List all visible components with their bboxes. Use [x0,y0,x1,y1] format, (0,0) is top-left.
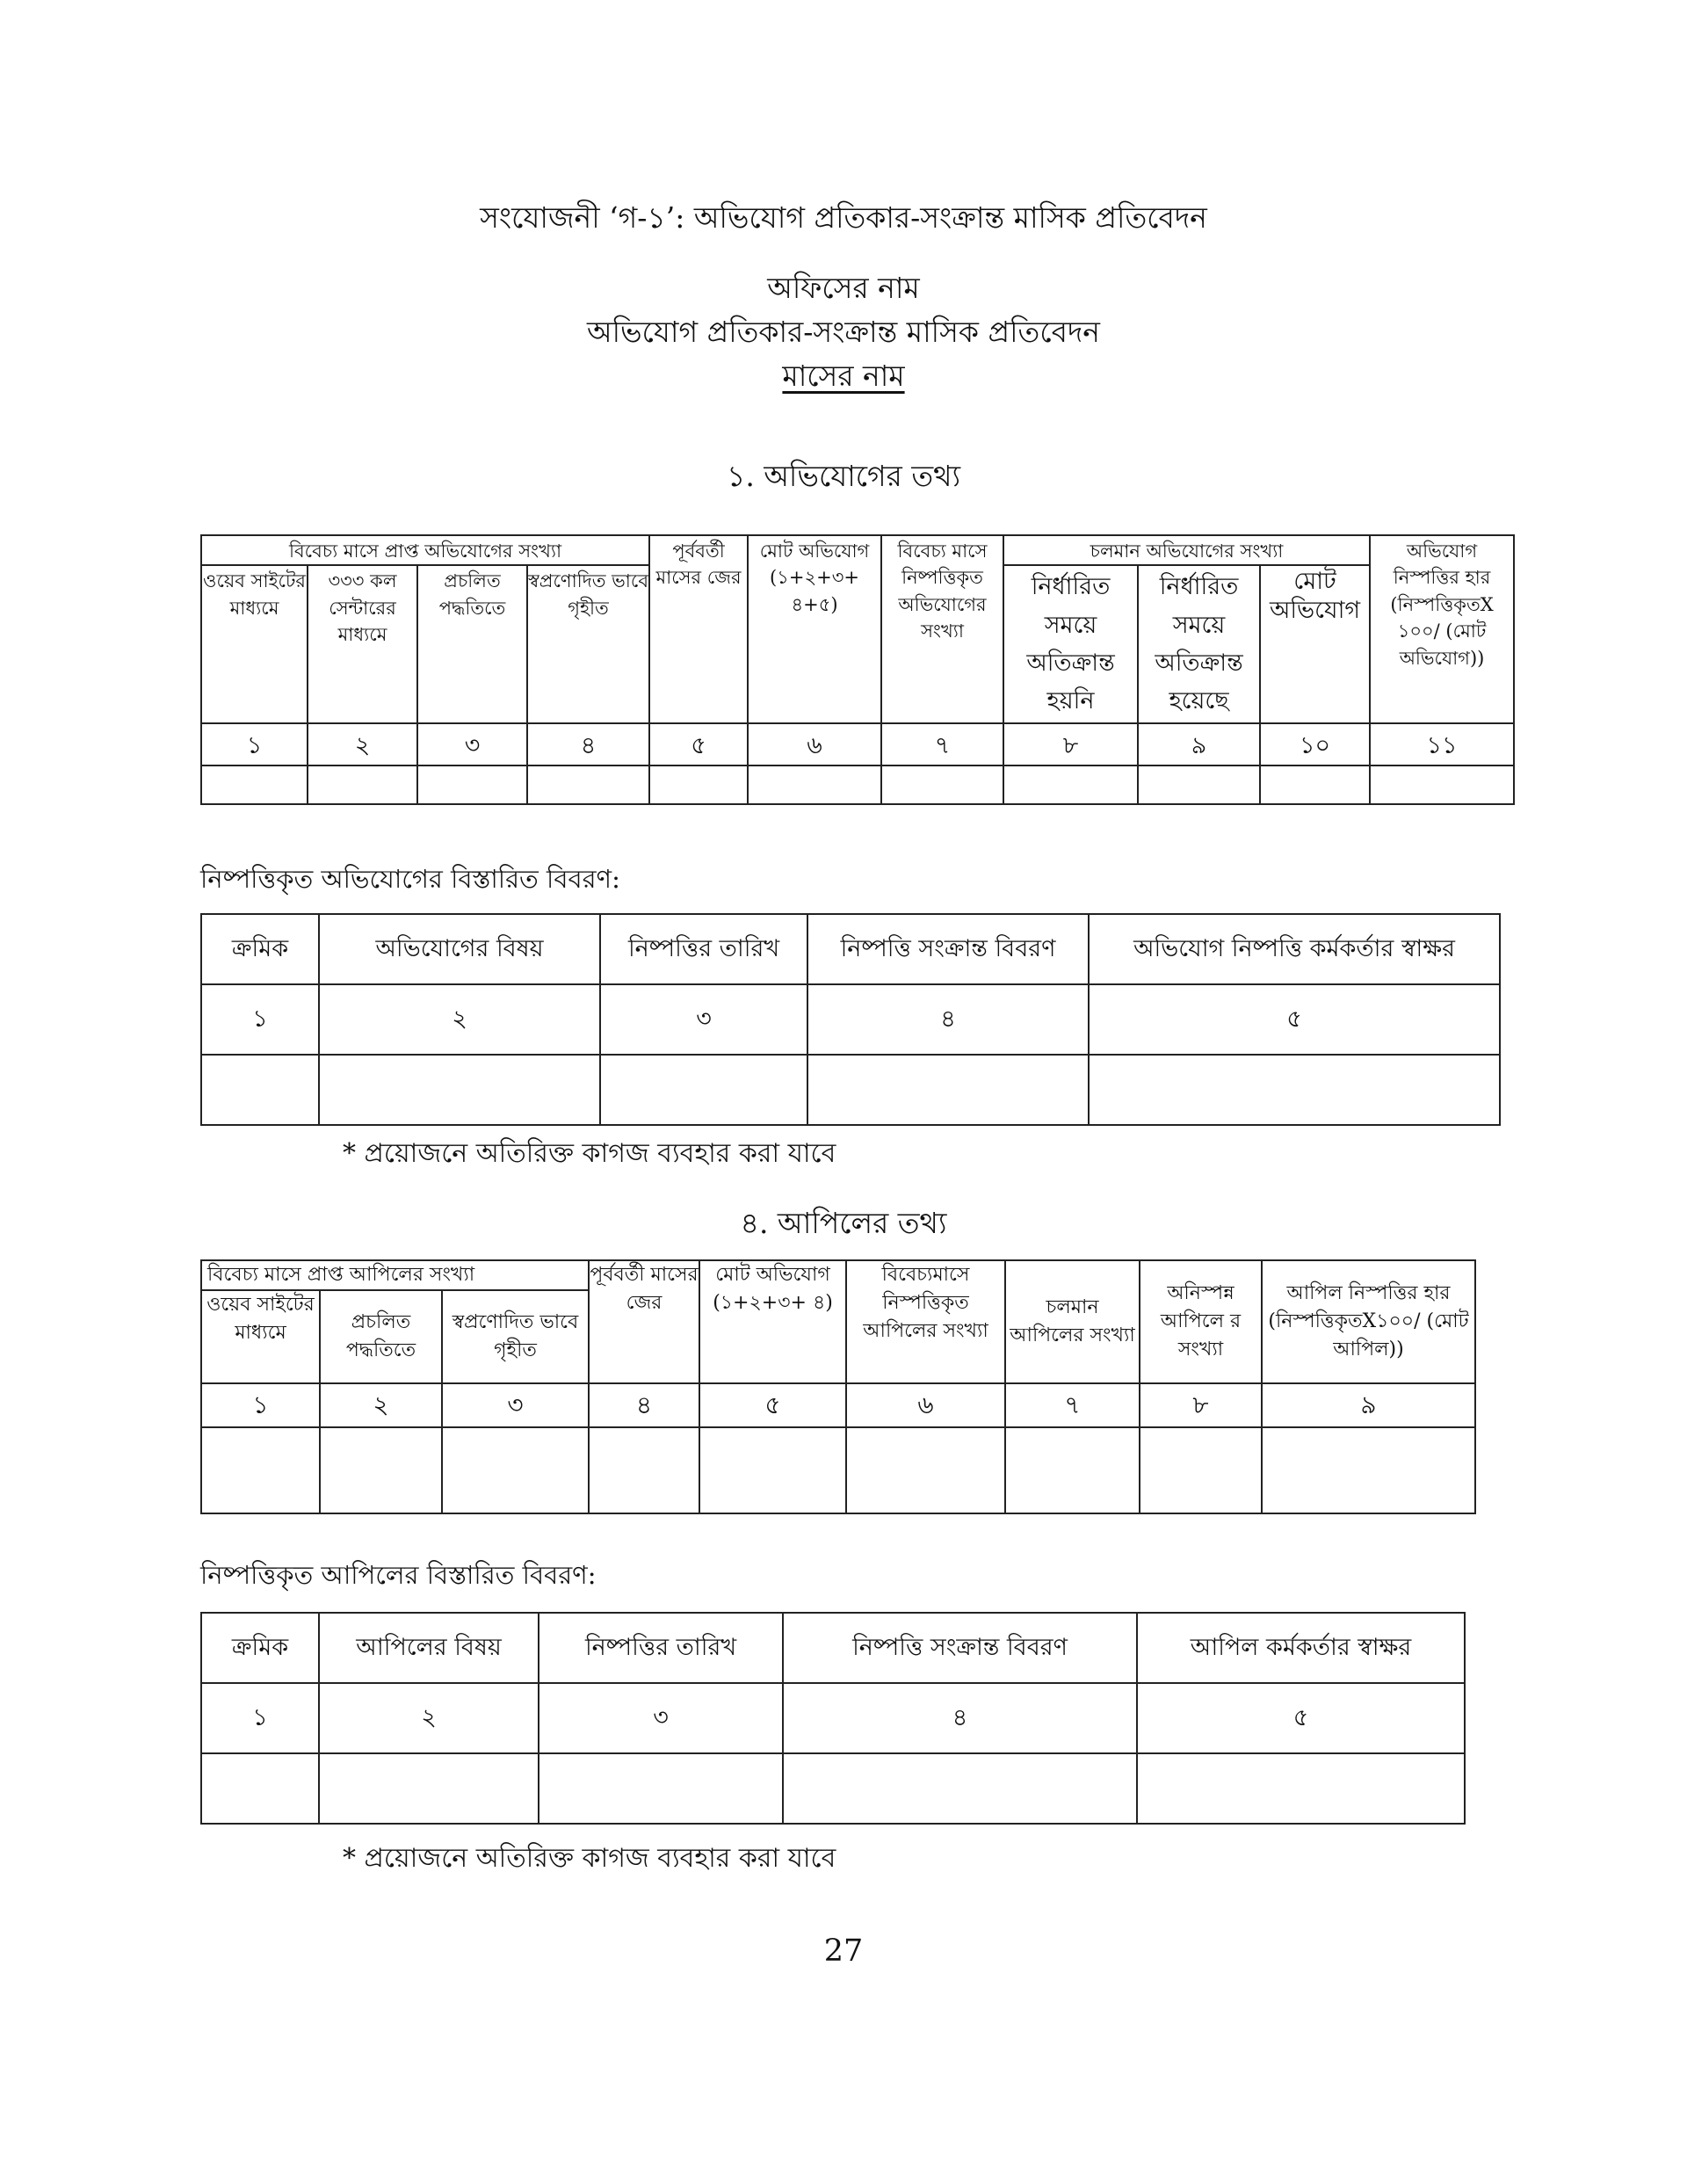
col-number: ৭ [1005,1383,1140,1427]
col-number: ৮ [1003,723,1138,765]
header-suomoto: স্বপ্রণোদিত ভাবে গৃহীত [442,1290,589,1383]
appeal-summary-table [200,1259,1476,1514]
blank-cell[interactable] [319,1753,539,1824]
blank-cell[interactable] [1140,1427,1262,1513]
blank-cell[interactable] [846,1427,1005,1513]
extra-paper-note: * প্রয়োজনে অতিরিক্ত কাগজ ব্যবহার করা যাবে [343,1843,836,1874]
appeal-detail-label: নিষ্পত্তিকৃত আপিলের বিস্তারিত বিবরণ: [200,1560,597,1590]
document-title: সংযোজনী ‘গ-১’: অভিযোগ প্রতিকার-সংক্রান্ত মাসিক প্রতিবেদন [480,200,1207,235]
blank-cell[interactable] [201,765,308,804]
blank-cell[interactable] [320,1427,442,1513]
header-suomoto: স্বপ্রণোদিত ভাবে গৃহীত [527,565,649,723]
col-number: ২ [319,984,600,1055]
col-number: ১ [201,984,319,1055]
header-serial: ক্রমিক [201,1613,319,1683]
header-rate: আপিল নিস্পত্তির হার (নিস্পত্তিকৃতX১০০/ (মোট আপিল)) [1262,1260,1475,1383]
blank-cell[interactable] [1370,765,1514,804]
report-title: অভিযোগ প্রতিকার-সংক্রান্ত মাসিক প্রতিবেদন [587,315,1100,349]
blank-cell[interactable] [201,1427,320,1513]
header-333: ৩৩৩ কল সেন্টারের মাধ্যমে [308,565,417,723]
header-exceeded: নির্ধারিত সময়ে অতিক্রান্ত হয়েছে [1138,565,1260,723]
blank-cell[interactable] [1005,1427,1140,1513]
col-number: ৩ [442,1383,589,1427]
col-number: ৪ [783,1683,1137,1753]
header-conventional: প্রচলিত পদ্ধতিতে [417,565,527,723]
header-resolved: বিবেচ্যমাসে নিস্পত্তিকৃত আপিলের সংখ্যা [846,1260,1005,1383]
col-number: ১ [201,723,308,765]
blank-cell[interactable] [442,1427,589,1513]
blank-cell[interactable] [783,1753,1137,1824]
header-serial: ক্রমিক [201,914,319,984]
blank-cell[interactable] [589,1427,699,1513]
header-unresolved: অনিস্পন্ন আপিলে র সংখ্যা [1140,1260,1262,1383]
col-number: ১০ [1260,723,1370,765]
blank-cell[interactable] [417,765,527,804]
header-web: ওয়েব সাইটের মাধ্যমে [201,1290,320,1383]
blank-cell[interactable] [539,1753,783,1824]
blank-cell[interactable] [1137,1753,1465,1824]
blank-cell[interactable] [649,765,748,804]
header-description: নিষ্পত্তি সংক্রান্ত বিবরণ [783,1613,1137,1683]
col-number: ৬ [748,723,881,765]
blank-cell[interactable] [699,1427,846,1513]
col-number: ২ [320,1383,442,1427]
blank-cell[interactable] [600,1055,807,1125]
complaint-detail-label: নিষ্পত্তিকৃত অভিযোগের বিস্তারিত বিবরণ: [200,864,620,894]
col-number: ২ [319,1683,539,1753]
col-number: ২ [308,723,417,765]
header-total: মোট অভিযোগ (১+২+৩+ ৪) [699,1260,846,1383]
header-total: মোট অভিযোগ (১+২+৩+ ৪+৫) [748,535,881,723]
header-total-ongoing [1260,565,1370,723]
col-number: ৫ [649,723,748,765]
blank-cell[interactable] [527,765,649,804]
blank-cell[interactable] [201,1055,319,1125]
blank-cell[interactable] [201,1753,319,1824]
col-number: ৫ [699,1383,846,1427]
col-number: ৬ [846,1383,1005,1427]
col-number: ৪ [589,1383,699,1427]
blank-cell[interactable] [308,765,417,804]
header-date: নিষ্পত্তির তারিখ [600,914,807,984]
header-subject: আপিলের বিষয় [319,1613,539,1683]
header-not-exceeded: নির্ধারিত সময়ে অতিক্রান্ত হয়নি [1003,565,1138,723]
header-previous: পূর্ববর্তী মাসের জের [589,1260,699,1383]
header-rate: অভিযোগ নিস্পত্তির হার (নিস্পত্তিকৃতX ১০০/ (মোট অভিযোগ)) [1370,535,1514,723]
header-signature: আপিল কর্মকর্তার স্বাক্ষর [1137,1613,1465,1683]
col-number: ৪ [527,723,649,765]
header-received-group: বিবেচ্য মাসে প্রাপ্ত আপিলের সংখ্যা [201,1260,589,1290]
header-subject: অভিযোগের বিষয় [319,914,600,984]
header-total-ongoing-text: মোট অভিযোগ [1269,568,1361,624]
blank-cell[interactable] [1262,1427,1475,1513]
col-number: ৭ [881,723,1003,765]
header-previous: পূর্ববর্তী মাসের জের [649,535,748,723]
header-ongoing-group: চলমান অভিযোগের সংখ্যা [1003,535,1370,565]
header-received-group: বিবেচ্য মাসে প্রাপ্ত অভিযোগের সংখ্যা [201,535,649,565]
header-date: নিষ্পত্তির তারিখ [539,1613,783,1683]
col-number: ৩ [417,723,527,765]
col-number: ৫ [1137,1683,1465,1753]
blank-cell[interactable] [807,1055,1089,1125]
header-resolved: বিবেচ্য মাসে নিষ্পত্তিকৃত অভিযোগের সংখ্যা [881,535,1003,723]
header-conventional: প্রচলিত পদ্ধতিতে [320,1290,442,1383]
blank-cell[interactable] [1260,765,1370,804]
blank-cell[interactable] [1003,765,1138,804]
appeal-detail-table [200,1612,1466,1825]
month-name [0,353,1687,403]
blank-cell[interactable] [881,765,1003,804]
header-description: নিষ্পত্তি সংক্রান্ত বিবরণ [807,914,1089,984]
col-number: ৪ [807,984,1089,1055]
blank-cell[interactable] [748,765,881,804]
month-name-text: মাসের নাম [782,359,905,393]
blank-cell[interactable] [319,1055,600,1125]
col-number: ১ [201,1683,319,1753]
header-ongoing: চলমান আপিলের সংখ্যা [1005,1260,1140,1383]
section-1-heading: ১. অভিযোগের তথ্য [726,459,961,493]
col-number: ৯ [1138,723,1260,765]
office-name: অফিসের নাম [767,271,920,305]
section-4-heading: ৪. আপিলের তথ্য [740,1206,947,1240]
complaint-summary-table [200,534,1515,805]
header-web: ওয়েব সাইটের মাধ্যমে [201,565,308,723]
complaint-detail-table [200,913,1501,1126]
col-number: ৩ [539,1683,783,1753]
header-signature: অভিযোগ নিষ্পত্তি কর্মকর্তার স্বাক্ষর [1089,914,1500,984]
blank-cell[interactable] [1089,1055,1500,1125]
col-number: ১১ [1370,723,1514,765]
col-number: ৮ [1140,1383,1262,1427]
blank-cell[interactable] [1138,765,1260,804]
col-number: ৩ [600,984,807,1055]
page-number: 27 [823,1934,864,1969]
extra-paper-note: * প্রয়োজনে অতিরিক্ত কাগজ ব্যবহার করা যাবে [343,1138,836,1169]
col-number: ৫ [1089,984,1500,1055]
col-number: ৯ [1262,1383,1475,1427]
col-number: ১ [201,1383,320,1427]
